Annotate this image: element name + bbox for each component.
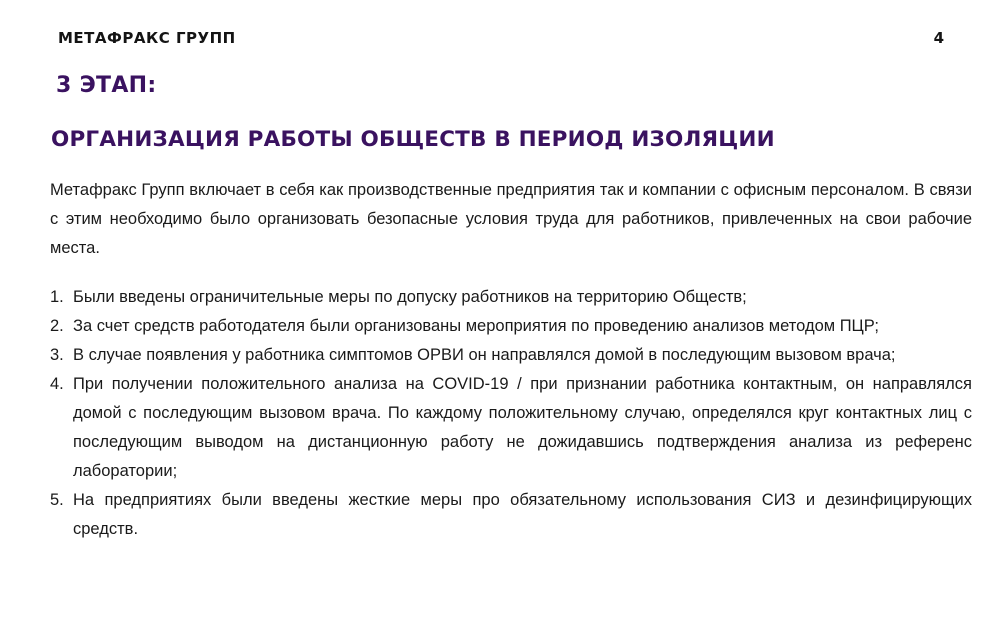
list-item bbox=[50, 312, 972, 341]
list-item-text: В случае появления у работника симптомов ОРВИ он направлялся домой в последующим вызовом врача; bbox=[73, 346, 896, 364]
list-item bbox=[50, 341, 972, 370]
list-item-text: Были введены ограничительные меры по допуску работников на территорию Обществ; bbox=[73, 288, 747, 306]
brand-logo-text: МЕТАФРАКС ГРУПП bbox=[58, 29, 236, 47]
stage-label: 3 ЭТАП: bbox=[56, 73, 157, 98]
list-item bbox=[50, 283, 972, 312]
list-item-text: На предприятиях были введены жесткие меры про обязательному использования СИЗ и дезинфицирующих средств. bbox=[73, 491, 972, 538]
page-title: ОРГАНИЗАЦИЯ РАБОТЫ ОБЩЕСТВ В ПЕРИОД ИЗОЛЯЦИИ bbox=[51, 127, 775, 152]
list-item-number: 3. bbox=[50, 346, 64, 364]
list-item-number: 2. bbox=[50, 317, 64, 335]
measures-list bbox=[50, 283, 972, 544]
list-item bbox=[50, 486, 972, 544]
page-number: 4 bbox=[933, 29, 944, 47]
list-item-text: При получении положительного анализа на COVID-19 / при признании работника контактным, он направлялся домой с последующим вызовом врача. По каждому положительному случаю, определялся круг контактных лиц с последующим выводом на дистанционную работу не дожидавшись подтверждения анализа из референс лаборатории; bbox=[73, 375, 972, 480]
list-item-number: 5. bbox=[50, 491, 64, 509]
list-item-text: За счет средств работодателя были организованы мероприятия по проведению анализов методом ПЦР; bbox=[73, 317, 879, 335]
list-item bbox=[50, 370, 972, 486]
intro-paragraph: Метафракс Групп включает в себя как производственные предприятия так и компании с офисным персоналом. В связи с этим необходимо было организовать безопасные условия труда для работников, привлеченных на свои рабочие места. bbox=[50, 181, 972, 257]
list-item-number: 1. bbox=[50, 288, 64, 306]
list-item-number: 4. bbox=[50, 375, 64, 393]
